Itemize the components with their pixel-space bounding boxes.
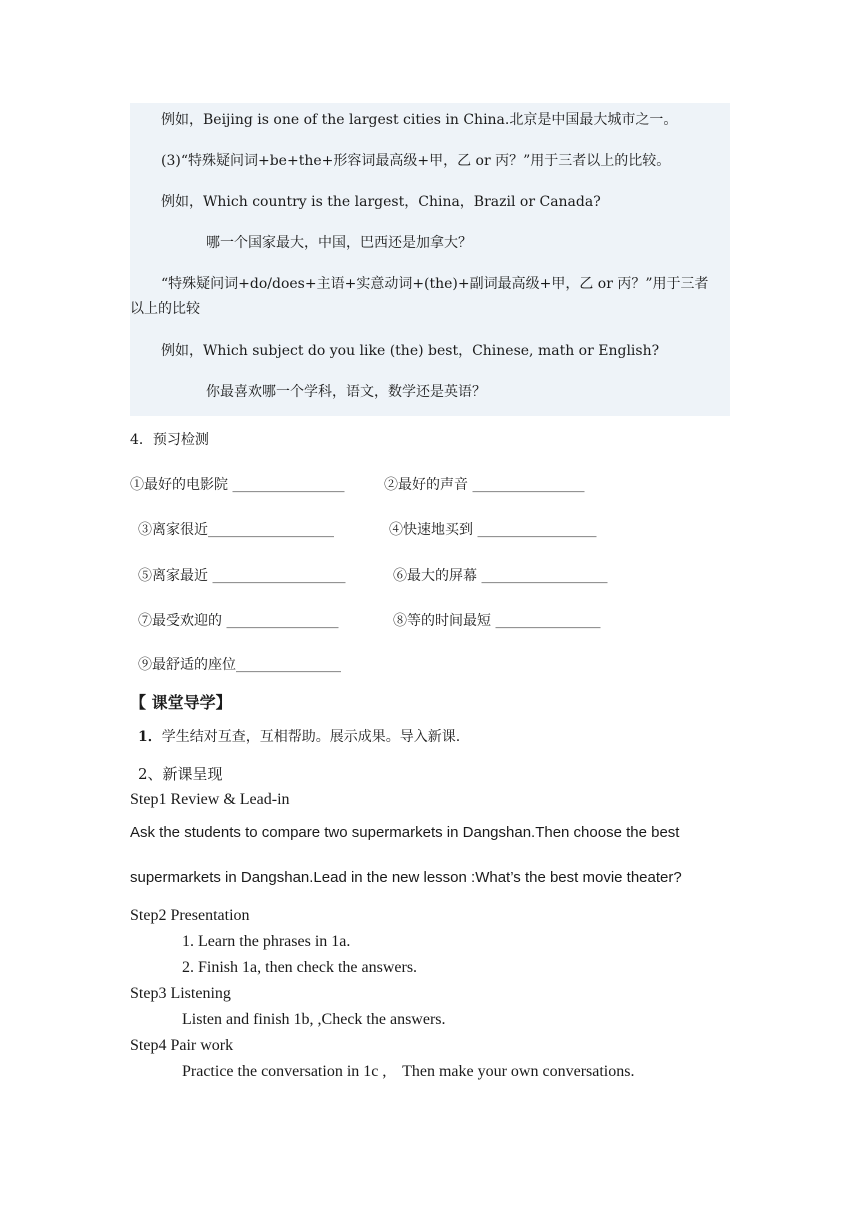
step4-item-1: Practice the conversation in 1c , Then make your own conversations. bbox=[182, 1063, 635, 1080]
preview-item-2: ②最好的声音 ________________ bbox=[384, 477, 585, 493]
step3-heading: Step3 Listening bbox=[130, 985, 231, 1002]
preview-item-6: ⑥最大的屏幕 __________________ bbox=[393, 568, 608, 584]
preview-item-9: ⑨最舒适的座位_______________ bbox=[138, 657, 341, 673]
step1-line-2: supermarkets in Dangshan.Lead in the new lesson :What’s the best movie theater? bbox=[130, 869, 682, 886]
preview-item-4: ④快速地买到 _________________ bbox=[389, 522, 597, 538]
point-1-number: 1． bbox=[138, 729, 162, 745]
point-1-text: 学生结对互查，互相帮助。展示成果。导入新课. bbox=[161, 729, 461, 745]
step2-item-2: 2. Finish 1a, then check the answers. bbox=[182, 959, 418, 976]
example-1: 例如，Beijing is one of the largest cities in China.北京是中国最大城市之一。 bbox=[161, 112, 678, 128]
example-2: 例如，Which country is the largest，China，Brazil or Canada? bbox=[161, 194, 601, 210]
section-title: 【 课堂导学】 bbox=[130, 693, 232, 712]
preview-title: 4．预习检测 bbox=[130, 432, 209, 448]
step1-heading: Step1 Review & Lead-in bbox=[130, 791, 290, 808]
preview-item-8: ⑧等的时间最短 _______________ bbox=[393, 613, 601, 629]
preview-item-3: ③离家很近__________________ bbox=[138, 522, 334, 538]
example-3: 例如，Which subject do you like (the) best，Chinese, math or English? bbox=[161, 343, 660, 359]
step1-line-1: Ask the students to compare two supermarkets in Dangshan.Then choose the best bbox=[130, 824, 680, 841]
step2-item-1: 1. Learn the phrases in 1a. bbox=[182, 933, 351, 950]
step3-item-1: Listen and finish 1b, ,Check the answers. bbox=[182, 1011, 446, 1028]
point-2: 2、新课呈现 bbox=[138, 765, 223, 783]
step4-heading: Step4 Pair work bbox=[130, 1037, 234, 1054]
rule-4-line-1: “特殊疑问词+do/does+主语+实意动词+(the)+副词最高级+甲，乙 or 丙？”用于三者 bbox=[161, 276, 709, 292]
rule-3: (3)“特殊疑问词+be+the+形容词最高级+甲，乙 or 丙？”用于三者以上的比较。 bbox=[161, 153, 671, 169]
grammar-box bbox=[130, 103, 730, 416]
rule-4-line-2: 以上的比较 bbox=[130, 301, 200, 317]
preview-item-5: ⑤离家最近 ___________________ bbox=[138, 568, 346, 584]
point-1 bbox=[138, 728, 460, 746]
example-3-translation: 你最喜欢哪一个学科，语文，数学还是英语？ bbox=[206, 384, 486, 400]
step2-heading: Step2 Presentation bbox=[130, 907, 250, 924]
preview-item-7: ⑦最受欢迎的 ________________ bbox=[138, 613, 339, 629]
preview-item-1: ①最好的电影院 ________________ bbox=[130, 477, 345, 493]
example-2-translation: 哪一个国家最大，中国，巴西还是加拿大？ bbox=[206, 235, 472, 251]
